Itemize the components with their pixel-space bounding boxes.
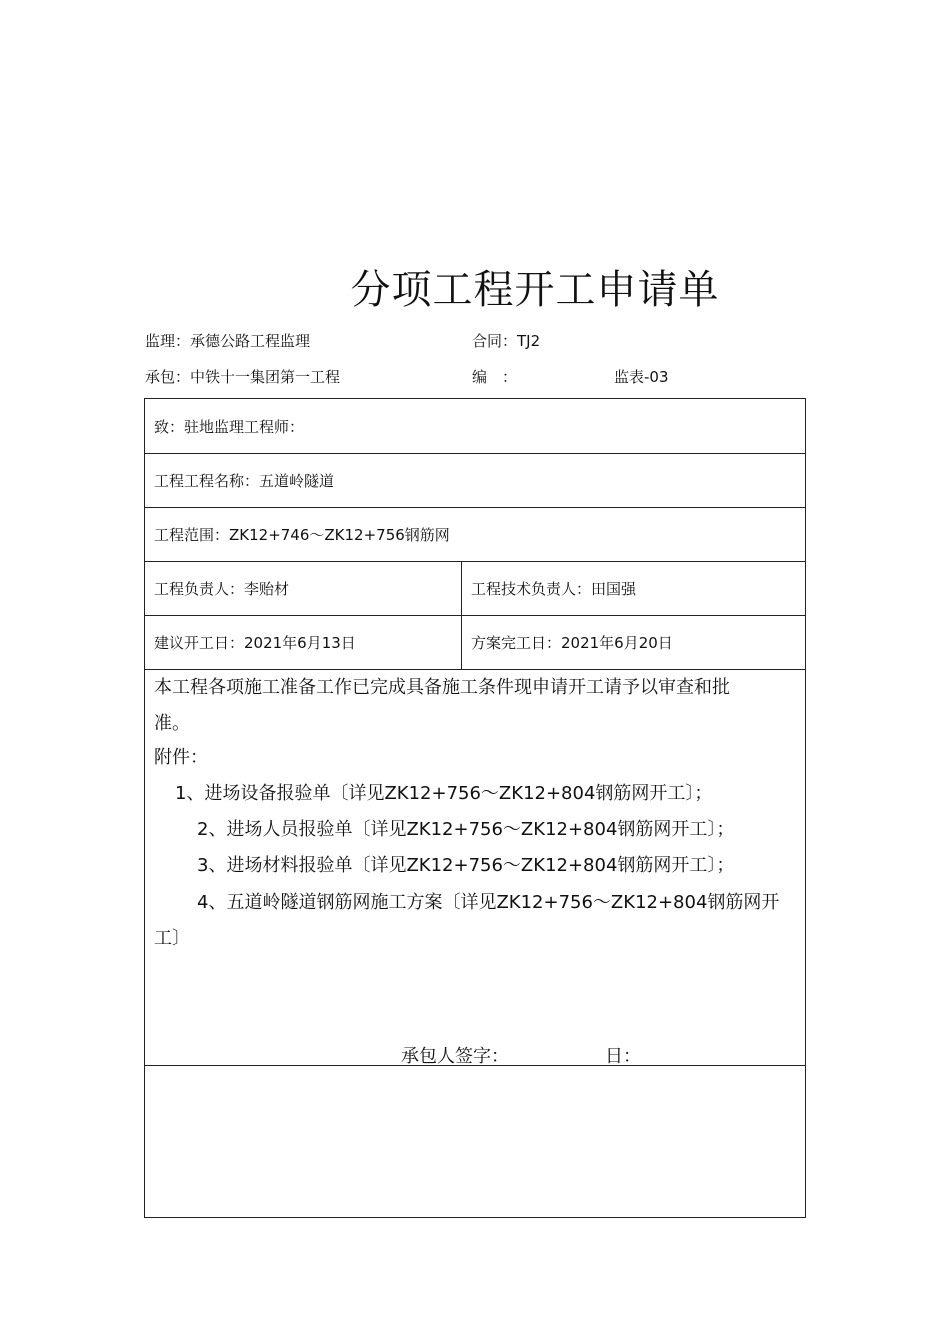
- tech-manager-text: 工程技术负责人：田国强: [471, 580, 637, 598]
- contractor-label: 承包：中铁十一集团第一工程: [145, 368, 341, 386]
- contract-label: 合同：TJ2: [472, 332, 541, 350]
- row-project-name: [145, 454, 805, 508]
- application-form: [144, 398, 806, 1218]
- row-scope: [145, 508, 805, 562]
- attachment-item-4-continued: 工〕: [154, 928, 190, 949]
- plan-end-date-text: 方案完工日：2021年6月20日: [471, 634, 673, 652]
- approval-area: [145, 1066, 805, 1217]
- row-dates: [145, 616, 805, 670]
- page-title: 分项工程开工申请单: [350, 267, 720, 313]
- attachment-item-3: 3、进场材料报验单〔详见ZK12+756～ZK12+804钢筋网开工〕；: [197, 855, 735, 876]
- attachment-item-1: 1、进场设备报验单〔详见ZK12+756～ZK12+804钢筋网开工〕；: [175, 783, 713, 804]
- form-code: 监表-03: [614, 368, 669, 386]
- supervisor-label: 监理：承德公路工程监理: [145, 332, 311, 350]
- number-label: 编 ：: [472, 368, 518, 386]
- row-managers: [145, 562, 805, 616]
- attachment-item-2: 2、进场人员报验单〔详见ZK12+756～ZK12+804钢筋网开工〕；: [197, 819, 735, 840]
- addressee-text: 致：驻地监理工程师：: [154, 417, 305, 436]
- scope-text: 工程范围：ZK12+746～ZK12+756钢筋网: [154, 526, 450, 544]
- project-name-text: 工程工程名称：五道岭隧道: [154, 472, 335, 490]
- manager-text: 工程负责人：李贻材: [154, 580, 290, 598]
- attachment-item-4: 4、五道岭隧道钢筋网施工方案〔详见ZK12+756～ZK12+804钢筋网开: [197, 892, 780, 913]
- application-line-2: 准。: [154, 713, 190, 734]
- row-addressee: [145, 399, 805, 454]
- start-date-text: 建议开工日：2021年6月13日: [154, 634, 356, 652]
- signature-label: 承包人签字：: [401, 1046, 509, 1067]
- application-line-1: 本工程各项施工准备工作已完成具备施工条件现申请开工请予以审查和批: [154, 677, 730, 698]
- date-label: 日：: [605, 1046, 641, 1067]
- row-application: [145, 670, 805, 1066]
- attachments-label: 附件：: [154, 747, 208, 768]
